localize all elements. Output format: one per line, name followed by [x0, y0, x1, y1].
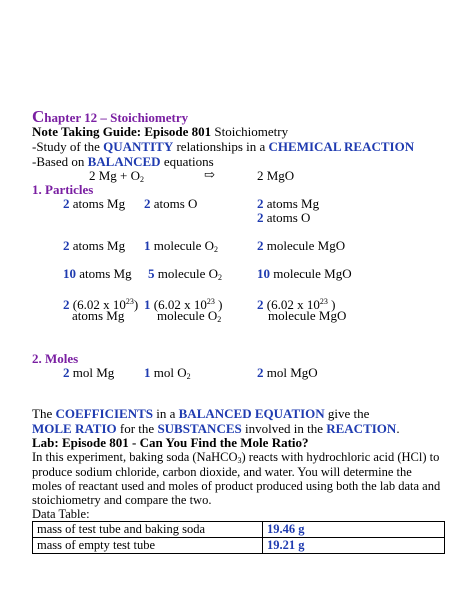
num: 2 [63, 297, 70, 312]
table-cell-value: 19.21 g [263, 538, 445, 554]
equation-left-sub: 2 [140, 175, 145, 184]
table-cell-label: mass of empty test tube [33, 538, 263, 554]
text: molecule O [150, 238, 215, 253]
num: 1 [144, 365, 151, 380]
study-pre: -Study of the [32, 139, 104, 154]
particles-row3-col3 [257, 266, 352, 281]
particles-row4-col3-line2: molecule MgO [268, 308, 347, 323]
reaction: REACTION [326, 421, 397, 436]
particles-row1-col1 [63, 196, 125, 211]
based-post: equations [160, 154, 214, 169]
table-cell-label: mass of test tube and baking soda [33, 522, 263, 538]
text: mol O [150, 365, 187, 380]
particles-row4-col1-line2: atoms Mg [72, 308, 125, 323]
text: atoms Mg [69, 196, 126, 211]
num: 2 [144, 196, 151, 211]
num: 10 [257, 266, 270, 281]
lab-paragraph-line3: moles of reactant used and moles of product produced using both the lab data and [32, 479, 441, 493]
text: give the [324, 406, 370, 421]
substances: SUBSTANCES [157, 421, 242, 436]
num: 2 [257, 297, 264, 312]
guide-line [32, 124, 288, 139]
moles-heading: 2. Moles [32, 351, 79, 366]
text: mol Mg [69, 365, 115, 380]
text: The [32, 406, 56, 421]
chapter-first-letter: C [32, 107, 45, 126]
text: atoms Mg [263, 196, 320, 211]
chapter-title-rest: hapter 12 – Stoichiometry [44, 110, 189, 125]
text: molecule MgO [263, 238, 346, 253]
guide-rest: Stoichiometry [211, 124, 289, 139]
close: ) [327, 297, 336, 312]
coefficients-line1 [32, 406, 369, 421]
based-balanced: BALANCED [87, 154, 161, 169]
text: for the [116, 421, 158, 436]
text: ) reacts with hydrochloric acid (HCl) to [241, 450, 440, 464]
particles-row1-col2 [144, 196, 197, 211]
particles-row1-col3b [257, 210, 310, 225]
study-mid: relationships in a [173, 139, 269, 154]
num: 2 [257, 196, 264, 211]
particles-row2-col1 [63, 238, 125, 253]
equation-left-text: 2 Mg + O [89, 168, 141, 183]
particles-heading: 1. Particles [32, 182, 94, 197]
text: atoms O [150, 196, 198, 211]
sup: 23 [206, 297, 215, 306]
text: involved in the [241, 421, 327, 436]
text: (6.02 x 10 [263, 297, 320, 312]
moles-col3 [257, 365, 318, 380]
table-cell-value: 19.46 g [263, 522, 445, 538]
study-quantity: QUANTITY [103, 139, 174, 154]
balanced-equation: BALANCED EQUATION [178, 406, 325, 421]
lab-heading: Lab: Episode 801 - Can You Find the Mole Ratio? [32, 435, 309, 450]
text: molecule O [154, 266, 219, 281]
sub: 2 [217, 315, 222, 324]
num: 1 [144, 297, 151, 312]
particles-row2-col2 [144, 238, 218, 257]
particles-row3-col2 [148, 266, 222, 285]
equation-right: 2 MgO [257, 168, 295, 183]
text: (6.02 x 10 [150, 297, 207, 312]
close: ) [214, 297, 223, 312]
num: 2 [257, 238, 264, 253]
table-row [33, 538, 445, 554]
based-pre: -Based on [32, 154, 88, 169]
sub: 2 [214, 245, 219, 254]
study-reaction: CHEMICAL REACTION [268, 139, 415, 154]
particles-row1-col3a [257, 196, 319, 211]
text: mol MgO [263, 365, 318, 380]
num: 2 [63, 365, 70, 380]
based-line [32, 154, 214, 169]
text: in a [153, 406, 179, 421]
text: atoms O [263, 210, 311, 225]
lab-paragraph-line4: stoichiometry and compare the two. [32, 493, 212, 507]
text: atoms Mg [69, 238, 126, 253]
text: In this experiment, baking soda (NaHCO [32, 450, 238, 464]
sub: 3 [237, 456, 242, 465]
study-line [32, 139, 414, 154]
sup: 23 [125, 297, 134, 306]
sub: 2 [186, 372, 191, 381]
text: molecule O [157, 308, 218, 323]
num: 2 [257, 365, 264, 380]
close: ) [133, 297, 139, 312]
particles-row4-col2-line2 [157, 308, 221, 327]
reaction-arrow-icon: ⇨ [204, 167, 215, 182]
coefficients-line2 [32, 421, 400, 436]
data-table [32, 521, 445, 554]
num: 1 [144, 238, 151, 253]
num: 2 [257, 210, 264, 225]
num: 10 [63, 266, 76, 281]
data-table-label: Data Table: [32, 507, 90, 521]
sub: 2 [218, 273, 223, 282]
text: molecule MgO [270, 266, 352, 281]
moles-col1 [63, 365, 114, 380]
table-row [33, 522, 445, 538]
particles-row2-col3 [257, 238, 345, 253]
coefficients: COEFFICIENTS [55, 406, 153, 421]
num: 2 [63, 196, 70, 211]
lab-paragraph-line2: produce sodium chloride, carbon dioxide, and water. You will determine the [32, 465, 412, 479]
num: 5 [148, 266, 155, 281]
num: 2 [63, 238, 70, 253]
moles-col2 [144, 365, 191, 384]
sup: 23 [319, 297, 328, 306]
particles-row3-col1 [63, 266, 132, 281]
text: atoms Mg [76, 266, 132, 281]
text: (6.02 x 10 [69, 297, 126, 312]
equation-left [89, 168, 144, 187]
text: . [396, 421, 400, 436]
mole-ratio: MOLE RATIO [32, 421, 117, 436]
guide-bold: Note Taking Guide: Episode 801 [32, 124, 212, 139]
